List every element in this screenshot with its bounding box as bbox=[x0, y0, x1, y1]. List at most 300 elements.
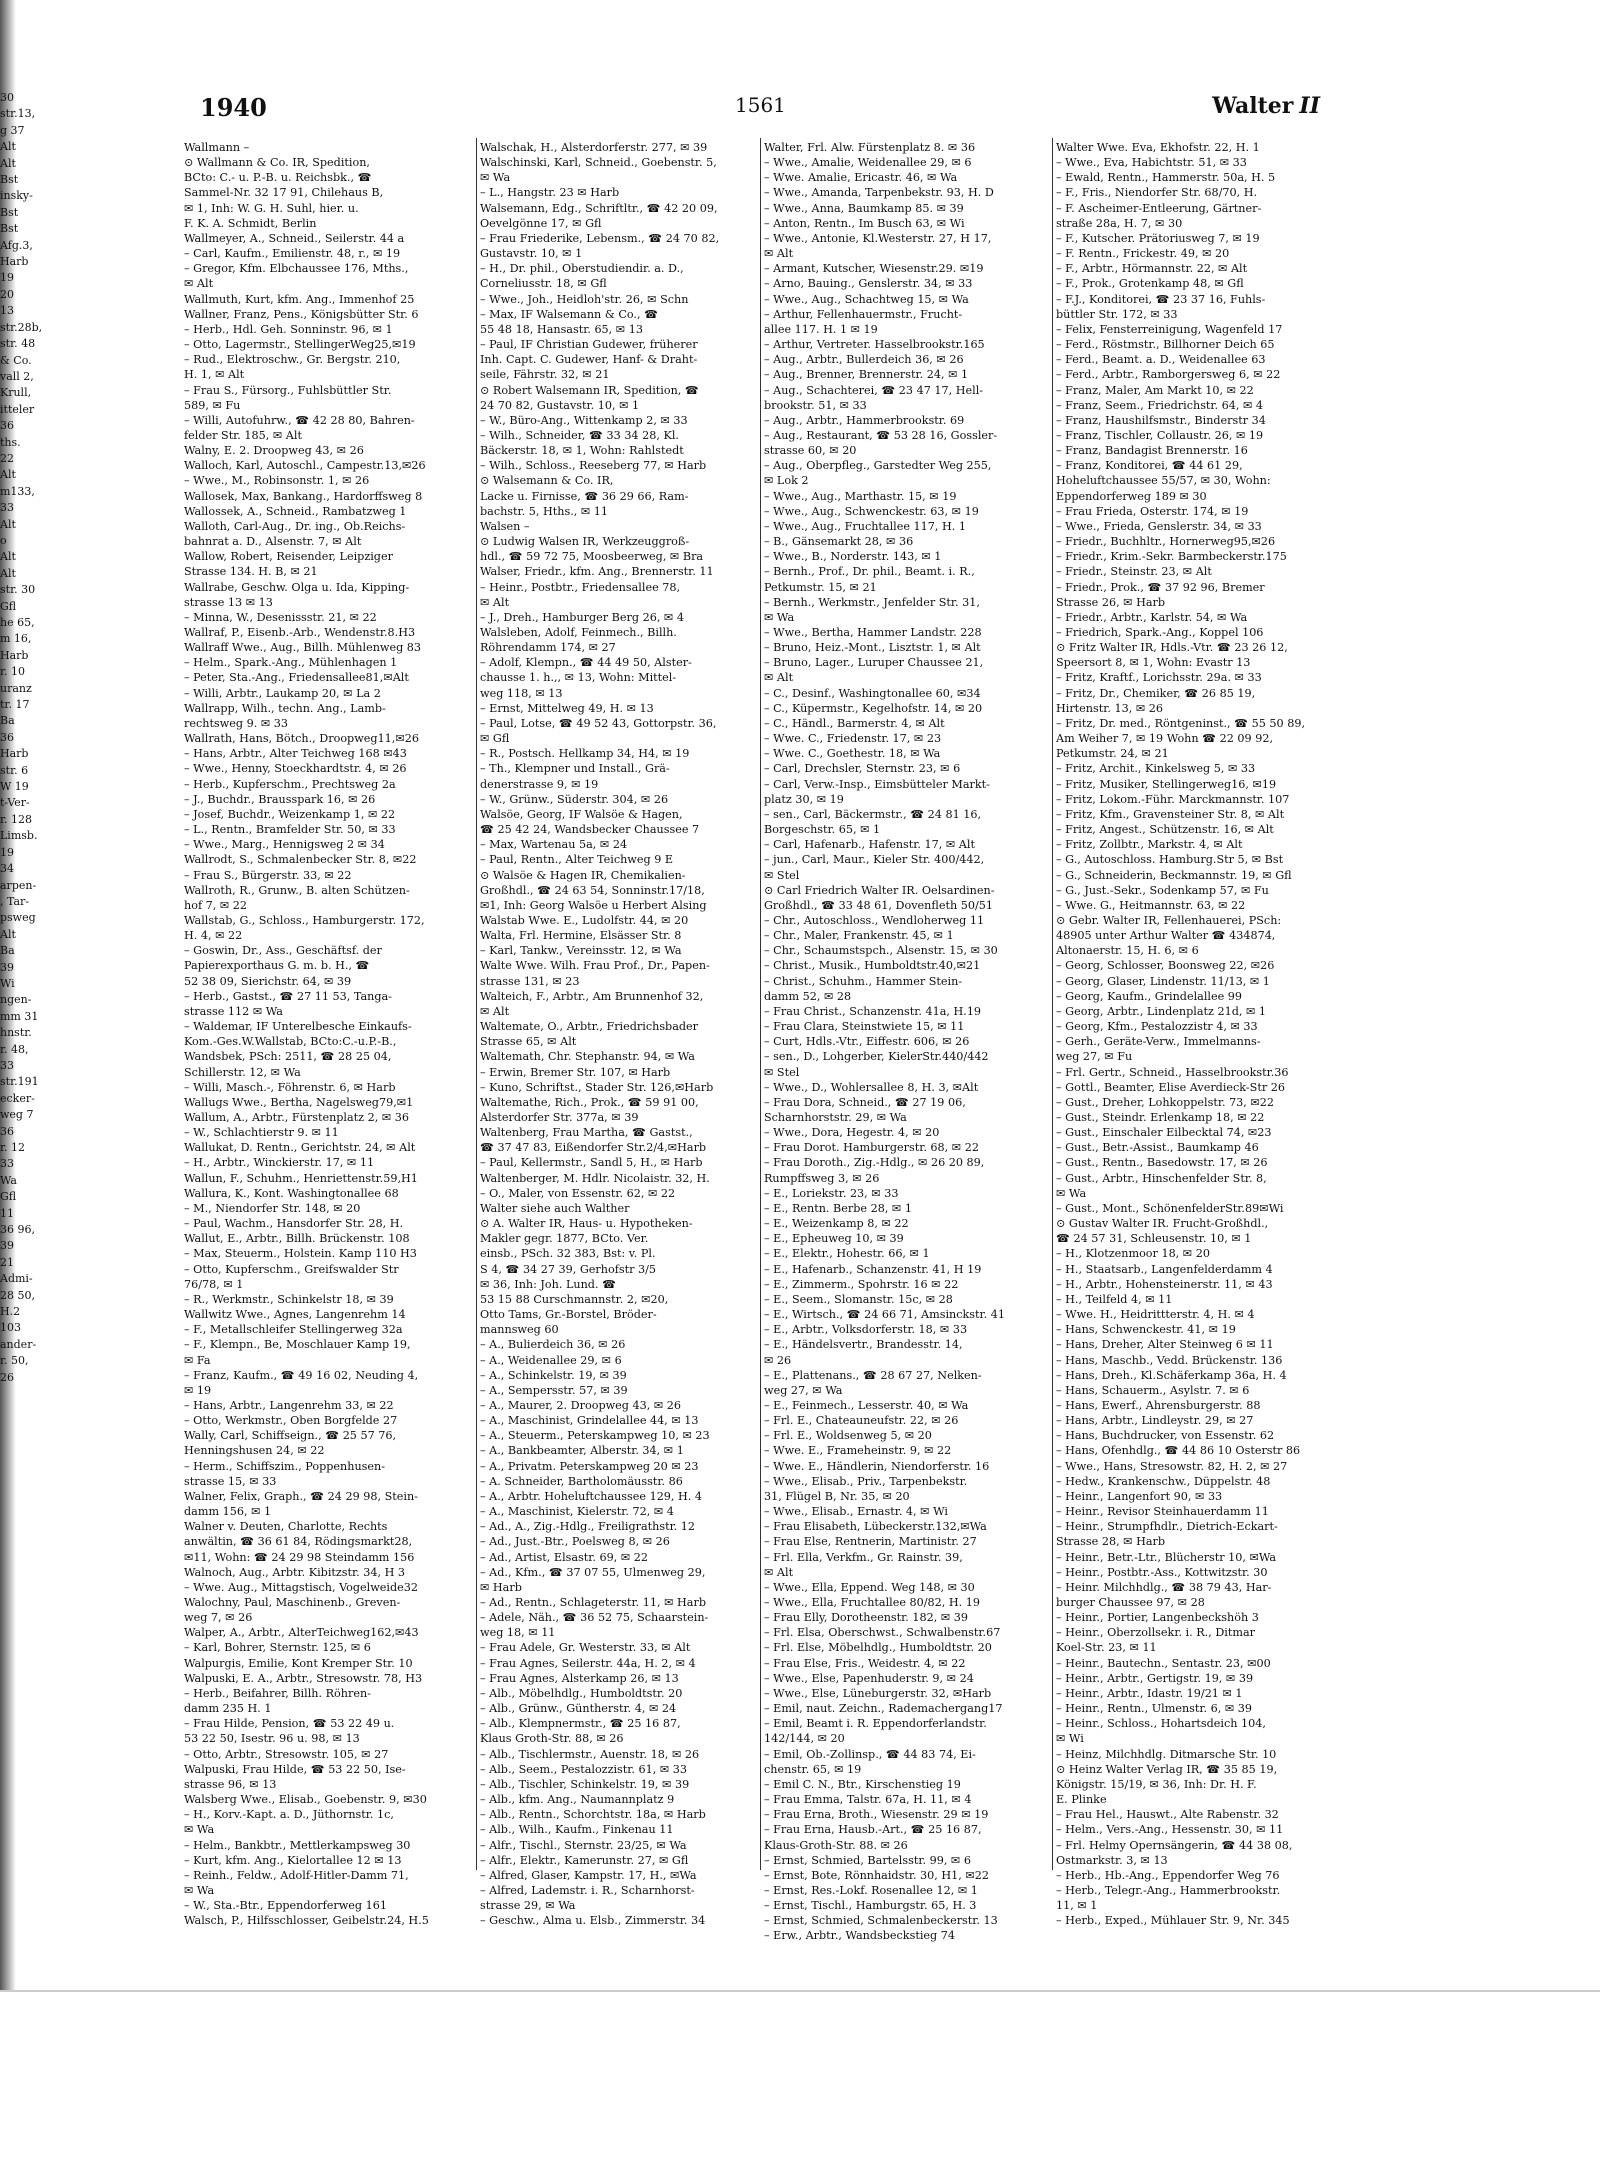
directory-entry-line: – Frau Elly, Dorotheenstr. 182, ✉ 39 bbox=[764, 1611, 968, 1625]
directory-entry-line: – F., Kutscher. Prätoriusweg 7, ✉ 19 bbox=[1056, 231, 1260, 245]
directory-entry-line: – Max, Steuerm., Holstein. Kamp 110 H3 bbox=[184, 1247, 417, 1261]
directory-entry-line: – H., Teilfeld 4, ✉ 11 bbox=[1056, 1292, 1173, 1306]
directory-entry-line: – Christ., Musik., Humboldtstr.40,✉21 bbox=[764, 959, 981, 973]
directory-entry-line: – Heinr., Arbtr., Gertigstr. 19, ✉ 39 bbox=[1056, 1671, 1254, 1685]
directory-entry-line: – Gust., Arbtr., Hinschenfelder Str. 8, bbox=[1056, 1171, 1267, 1185]
directory-entry-line: – Frau S., Fürsorg., Fuhlsbüttler Str. bbox=[184, 383, 392, 397]
directory-entry-line: Wallut, E., Arbtr., Billh. Brückenstr. 108 bbox=[184, 1232, 410, 1246]
directory-entry-line: – C., Küpermstr., Kegelhofstr. 14, ✉ 20 bbox=[764, 701, 983, 715]
directory-entry-line: Walner, Felix, Graph., ☎ 24 29 98, Stein- bbox=[184, 1489, 418, 1503]
directory-entry-line: Walloth, Carl-Aug., Dr. ing., Ob.Reichs- bbox=[184, 519, 406, 533]
directory-entry-line: – Josef, Buchdr., Weizenkamp 1, ✉ 22 bbox=[184, 807, 396, 821]
directory-entry-line: Waltenberger, M. Hdlr. Nicolaistr. 32, H. bbox=[480, 1171, 710, 1185]
directory-entry-line: ✉ Alt bbox=[480, 595, 510, 609]
directory-entry-line: – H., Arbtr., Hohensteinerstr. 11, ✉ 43 bbox=[1056, 1277, 1273, 1291]
directory-entry-line: ✉ Alt bbox=[764, 1565, 794, 1579]
directory-entry-line: chenstr. 65, ✉ 19 bbox=[764, 1762, 862, 1776]
directory-entry-line: – E., Wirtsch., ☎ 24 66 71, Amsinckstr. 41 bbox=[764, 1308, 1005, 1322]
directory-entry-line: – G., Autoschloss. Hamburg.Str 5, ✉ Bst bbox=[1056, 853, 1284, 867]
directory-entry-line: – Frau Erna, Broth., Wiesenstr. 29 ✉ 19 bbox=[764, 1808, 989, 1822]
directory-entry-line: ✉ Gfl bbox=[480, 732, 510, 746]
directory-entry-line: – C., Händl., Barmerstr. 4, ✉ Alt bbox=[764, 716, 945, 730]
directory-entry-line: Alsterdorfer Str. 377a, ✉ 39 bbox=[480, 1111, 639, 1124]
previous-page-fragment-line: psweg bbox=[0, 911, 36, 925]
previous-page-fragment-line: str.191 bbox=[0, 1075, 39, 1089]
directory-entry-line: – E., Seem., Slomanstr. 15c, ✉ 28 bbox=[764, 1292, 953, 1306]
directory-entry-line: Wallstab, G., Schloss., Hamburgerstr. 172, bbox=[184, 913, 425, 927]
directory-entry-line: – L., Rentn., Bramfelder Str. 50, ✉ 33 bbox=[184, 823, 396, 837]
directory-entry-line: – Wwe., Aug., Fruchtallee 117, H. 1 bbox=[764, 519, 966, 533]
previous-page-fragment-line: Harb bbox=[0, 747, 29, 761]
directory-entry-line: – A., Maurer, 2. Droopweg 43, ✉ 26 bbox=[480, 1398, 682, 1412]
directory-entry-line: – E., Weizenkamp 8, ✉ 22 bbox=[764, 1217, 909, 1231]
directory-entry-line: ☎ 25 42 24, Wandsbecker Chaussee 7 bbox=[480, 823, 700, 837]
directory-entry-line: – Alb., Wilh., Kaufm., Finkenau 11 bbox=[480, 1823, 674, 1837]
directory-entry-line: – Hans, Schwenckestr. 41, ✉ 19 bbox=[1056, 1323, 1236, 1337]
directory-entry-line: – Arno, Bauing., Genslerstr. 34, ✉ 33 bbox=[764, 277, 973, 291]
previous-page-fragment-line: o bbox=[0, 533, 7, 547]
previous-page-fragment-line: Alt bbox=[0, 468, 16, 482]
directory-entry-line: – Ewald, Rentn., Hammerstr. 50a, H. 5 bbox=[1056, 171, 1276, 185]
directory-entry-line: Walser, Friedr., kfm. Ang., Brennerstr. 11 bbox=[480, 565, 714, 579]
directory-entry-line: ☎ 37 47 83, Eißendorfer Str.2/4,✉Harb bbox=[480, 1141, 707, 1155]
directory-entry-line: ✉ Alt bbox=[184, 277, 214, 291]
directory-entry-line: – Frau Elisabeth, Lübeckerstr.132,✉Wa bbox=[764, 1520, 987, 1534]
directory-entry-line: – Wwe. C., Friedenstr. 17, ✉ 23 bbox=[764, 732, 942, 746]
directory-entry-line: ✉ 19 bbox=[184, 1383, 212, 1397]
directory-entry-line: – Franz, Bandagist Brennerstr. 16 bbox=[1056, 444, 1248, 458]
directory-entry-line: – A., Steuerm., Peterskampweg 10, ✉ 23 bbox=[480, 1429, 710, 1443]
directory-entry-line: – Frl. Gertr., Schneid., Hasselbrookstr.36 bbox=[1056, 1065, 1289, 1079]
directory-entry-line: – Friedr., Buchhltr., Hornerweg95,✉26 bbox=[1056, 535, 1276, 549]
directory-entry-line: – Heinr., Betr.-Ltr., Blücherstr 10, ✉Wa bbox=[1056, 1550, 1277, 1564]
directory-entry-line: – Aug., Restaurant, ☎ 53 28 16, Gossler- bbox=[764, 428, 998, 442]
directory-entry-line: – E., Zimmerm., Spohrstr. 16 ✉ 22 bbox=[764, 1277, 959, 1291]
directory-entry-line: – Frau Else, Rentnerin, Martinistr. 27 bbox=[764, 1535, 977, 1549]
directory-entry-line: – Georg, Kaufm., Grindelallee 99 bbox=[1056, 989, 1243, 1003]
directory-entry-line: – F., Klempn., Be, Moschlauer Kamp 19, bbox=[184, 1338, 411, 1352]
directory-entry-line: – Fritz, Lokom.-Führ. Marckmannstr. 107 bbox=[1056, 792, 1290, 806]
directory-entry-line: – Ad., Rentn., Schlageterstr. 11, ✉ Harb bbox=[480, 1596, 706, 1609]
directory-entry-line: – F. Rentn., Frickestr. 49, ✉ 20 bbox=[1056, 247, 1230, 261]
directory-entry-line: Wallukat, D. Rentn., Gerichtstr. 24, ✉ Alt bbox=[184, 1141, 416, 1155]
directory-entry-line: – Wwe., Else, Lüneburgerstr. 32, ✉Harb bbox=[764, 1686, 992, 1700]
directory-entry-line: – Herb., Exped., Mühlauer Str. 9, Nr. 345 bbox=[1056, 1914, 1290, 1928]
directory-entry-line: – Heinr., Arbtr., Idastr. 19/21 ✉ 1 bbox=[1056, 1686, 1243, 1700]
previous-page-fragment-line: 33 bbox=[0, 1058, 14, 1072]
directory-entry-line: – F., Arbtr., Hörmannstr. 22, ✉ Alt bbox=[1056, 262, 1248, 276]
directory-entry-line: – Heinr., Rentn., Ulmenstr. 6, ✉ 39 bbox=[1056, 1702, 1253, 1716]
directory-entry-line: bahnrat a. D., Alsenstr. 7, ✉ Alt bbox=[184, 535, 362, 549]
directory-entry-line: seile, Fährstr. 32, ✉ 21 bbox=[480, 368, 610, 382]
directory-entry-line: Wallosek, Max, Bankang., Hardorffsweg 8 bbox=[184, 489, 423, 503]
directory-entry-line: straße 28a, H. 7, ✉ 30 bbox=[1056, 216, 1183, 230]
directory-entry-line: – Ernst, Tischl., Hamburgstr. 65, H. 3 bbox=[764, 1899, 977, 1913]
previous-page-fragment-line: Alt bbox=[0, 566, 16, 580]
previous-page-fragment-line: m133, bbox=[0, 484, 35, 498]
directory-entry-line: Walschinski, Karl, Schneid., Goebenstr. 5, bbox=[480, 156, 717, 170]
directory-entry-line: – Bernh., Werkmstr., Jenfelder Str. 31, bbox=[764, 595, 980, 609]
directory-entry-line: – Heinr., Oberzollsekr. i. R., Ditmar bbox=[1056, 1626, 1256, 1640]
directory-entry-line: – Frau Hilde, Pension, ☎ 53 22 49 u. bbox=[184, 1717, 395, 1731]
directory-entry-line: – Helm., Bankbtr., Mettlerkampsweg 30 bbox=[184, 1838, 411, 1852]
directory-entry-line: – Hans, Arbtr., Lindleystr. 29, ✉ 27 bbox=[1056, 1414, 1254, 1428]
directory-entry-line: – Herb., Hdl. Geh. Sonninstr. 96, ✉ 1 bbox=[184, 322, 393, 336]
directory-entry-line: – Frau Dora, Schneid., ☎ 27 19 06, bbox=[764, 1095, 966, 1109]
directory-entry-line: – Gust., Mont., SchönenfelderStr.89✉Wi bbox=[1056, 1201, 1284, 1215]
directory-entry-line: – A., Maschinist, Grindelallee 44, ✉ 13 bbox=[480, 1414, 699, 1428]
directory-entry-line: strasse 60, ✉ 20 bbox=[764, 444, 857, 458]
directory-entry-line: F. K. A. Schmidt, Berlin bbox=[184, 216, 317, 230]
column-rule bbox=[476, 138, 477, 1870]
directory-entry-line: rechtsweg 9. ✉ 33 bbox=[184, 716, 288, 730]
directory-entry-line: ✉ Stel bbox=[764, 1065, 800, 1079]
directory-entry-line: 142/144, ✉ 20 bbox=[764, 1732, 845, 1746]
directory-entry-line: – Paul, IF Christian Gudewer, früherer bbox=[480, 338, 698, 352]
directory-entry-line: ✉ 26 bbox=[764, 1353, 792, 1367]
directory-entry-line: bachstr. 5, Hths., ✉ 11 bbox=[480, 504, 609, 518]
previous-page-fragment-line: 33 bbox=[0, 1157, 14, 1171]
directory-entry-line: – Wwe., Marg., Hennigsweg 2 ✉ 34 bbox=[184, 838, 385, 852]
previous-page-fragment-line: str.28b, bbox=[0, 320, 43, 334]
header-page-number: 1561 bbox=[735, 93, 786, 117]
previous-page-fragment-line: hnstr. bbox=[0, 1026, 32, 1040]
directory-entry-line: – Felix, Fensterreinigung, Wagenfeld 17 bbox=[1056, 322, 1283, 336]
previous-page-fragment-line: W 19 bbox=[0, 780, 29, 794]
previous-page-fragment-line: str. 48 bbox=[0, 337, 36, 351]
directory-entry-line: denerstrasse 9, ✉ 19 bbox=[480, 777, 599, 791]
directory-entry-line: 48905 unter Arthur Walter ☎ 434874, bbox=[1056, 929, 1276, 943]
directory-entry-line: – Bruno, Lager., Luruper Chaussee 21, bbox=[764, 656, 984, 670]
directory-entry-line: – Hans, Maschb., Vedd. Brückenstr. 136 bbox=[1056, 1353, 1283, 1367]
directory-entry-line: – Hans, Schauerm., Asylstr. 7. ✉ 6 bbox=[1056, 1383, 1250, 1397]
directory-entry-line: – Heinr., Schloss., Hohartsdeich 104, bbox=[1056, 1717, 1266, 1731]
directory-entry-line: Petkumstr. 15, ✉ 21 bbox=[764, 580, 877, 594]
directory-entry-line: Inh. Capt. C. Gudewer, Hanf- & Draht- bbox=[480, 353, 698, 367]
directory-entry-line: – Willi, Arbtr., Laukamp 20, ✉ La 2 bbox=[184, 686, 381, 700]
directory-entry-line: – Herm., Schiffszim., Poppenhusen- bbox=[184, 1459, 386, 1473]
previous-page-fragment-line: he 65, bbox=[0, 616, 35, 629]
directory-entry-line: 55 48 18, Hansastr. 65, ✉ 13 bbox=[480, 322, 643, 336]
directory-entry-line: – Erw., Arbtr., Wandsbeckstieg 74 bbox=[764, 1929, 955, 1943]
previous-page-fragment-line: 36 bbox=[0, 419, 14, 433]
previous-page-fragment-line: 21 bbox=[0, 1255, 14, 1269]
directory-entry-line: ✉ Wa bbox=[184, 1883, 215, 1897]
previous-page-fragment-line: Gfl bbox=[0, 1190, 17, 1204]
directory-entry-line: – Georg, Glaser, Lindenstr. 11/13, ✉ 1 bbox=[1056, 974, 1270, 988]
directory-entry-line: – Aug., Oberpfleg., Garstedter Weg 255, bbox=[764, 459, 992, 473]
directory-entry-line: – Wwe., Antonie, Kl.Westerstr. 27, H 17, bbox=[764, 231, 992, 245]
directory-entry-line: – Wwe., Henny, Stoeckhardtstr. 4, ✉ 26 bbox=[184, 762, 407, 776]
directory-entry-line: – Hans, Dreher, Alter Steinweg 6 ✉ 11 bbox=[1056, 1338, 1274, 1352]
directory-entry-line: – Herb., Hb.-Ang., Eppendorfer Weg 76 bbox=[1056, 1868, 1280, 1882]
previous-page-fragment-line: Wa bbox=[0, 1173, 17, 1187]
directory-entry-line: brookstr. 51, ✉ 33 bbox=[764, 398, 867, 412]
directory-entry-line: – Alb., Tischler, Schinkelstr. 19, ✉ 39 bbox=[480, 1777, 690, 1791]
directory-entry-line: – Bernh., Prof., Dr. phil., Beamt. i. R., bbox=[764, 565, 975, 579]
directory-entry-line: damm 235 H. 1 bbox=[184, 1702, 272, 1716]
directory-entry-line: Waltemathe, Rich., Prok., ☎ 59 91 00, bbox=[480, 1095, 699, 1109]
directory-entry-line: – W., Schlachtierstr 9. ✉ 11 bbox=[184, 1126, 339, 1140]
directory-entry-line: – Wwe., Elisab., Priv., Tarpenbekstr. bbox=[764, 1474, 968, 1488]
directory-entry-line: – Reinh., Feldw., Adolf-Hitler-Damm 71, bbox=[184, 1868, 409, 1882]
previous-page-fragment-line: ngen- bbox=[0, 993, 32, 1007]
directory-entry-line: – Fritz, Musiker, Stellingerweg16, ✉19 bbox=[1056, 777, 1277, 791]
directory-entry-line: ✉ Wa bbox=[764, 610, 795, 624]
directory-entry-line: Klaus Groth-Str. 88, ✉ 26 bbox=[480, 1732, 624, 1746]
directory-entry-line: – Wwe., Elisab., Ernastr. 4, ✉ Wi bbox=[764, 1505, 948, 1519]
directory-entry-line: Henningshusen 24, ✉ 22 bbox=[184, 1444, 325, 1458]
directory-entry-line: ✉ Wi bbox=[1056, 1732, 1084, 1746]
directory-entry-line: – Heinr., Portier, Langenbeckshöh 3 bbox=[1056, 1611, 1259, 1625]
directory-entry-line: – Wwe., Amanda, Tarpenbekstr. 93, H. D bbox=[764, 186, 994, 200]
directory-entry-line: Wallmuth, Kurt, kfm. Ang., Immenhof 25 bbox=[184, 292, 415, 306]
directory-entry-line: – Gust., Steindr. Erlenkamp 18, ✉ 22 bbox=[1056, 1111, 1265, 1124]
directory-entry-line: – Friedr., Steinstr. 23, ✉ Alt bbox=[1056, 565, 1212, 579]
directory-entry-line: – Alb., Klempnermstr., ☎ 25 16 87, bbox=[480, 1717, 681, 1731]
directory-entry-line: Walsch, P., Hilfsschlosser, Geibelstr.24, H.5 bbox=[184, 1914, 429, 1928]
directory-entry-line: Kom.-Ges.W.Wallstab, BCto:C.-u.P.-B., bbox=[184, 1035, 397, 1049]
directory-entry-line: Strasse 26, ✉ Harb bbox=[1056, 595, 1166, 609]
directory-entry-line: – Friedr., Prok., ☎ 37 92 96, Bremer bbox=[1056, 580, 1265, 594]
previous-page-fragment-line: 36 96, bbox=[0, 1223, 35, 1237]
directory-entry-line: Wallrapp, Wilh., techn. Ang., Lamb- bbox=[184, 701, 386, 715]
directory-entry-line: – Frau Erna, Hausb.-Art., ☎ 25 16 87, bbox=[764, 1823, 982, 1837]
directory-entry-line: – Otto, Arbtr., Stresowstr. 105, ✉ 27 bbox=[184, 1747, 389, 1761]
page-header bbox=[190, 93, 1320, 127]
directory-entry-line: – Frau Clara, Steinstwiete 15, ✉ 11 bbox=[764, 1020, 965, 1034]
directory-entry-line: – Erwin, Bremer Str. 107, ✉ Harb bbox=[480, 1065, 671, 1079]
directory-entry-line: – Heinr., Postbtr., Friedensallee 78, bbox=[480, 580, 681, 594]
directory-entry-line: – Wwe. Amalie, Ericastr. 46, ✉ Wa bbox=[764, 171, 958, 185]
directory-entry-line: – O., Maler, von Essenstr. 62, ✉ 22 bbox=[480, 1186, 676, 1200]
directory-entry-line: – Wwe. E., Händlerin, Niendorferstr. 16 bbox=[764, 1459, 990, 1473]
directory-entry-line: – Herb., Telegr.-Ang., Hammerbrookstr. bbox=[1056, 1883, 1281, 1897]
directory-entry-line: S 4, ☎ 34 27 39, Gerhofstr 3/5 bbox=[480, 1262, 657, 1276]
column-rule bbox=[760, 138, 761, 1870]
directory-entry-line: – Alb., Grünw., Güntherstr. 4, ✉ 24 bbox=[480, 1702, 677, 1716]
directory-entry-line: ⊙ A. Walter IR, Haus- u. Hypotheken- bbox=[480, 1217, 693, 1231]
previous-page-fragment-line: ecker- bbox=[0, 1091, 35, 1105]
directory-entry-line: – Ad., Just.-Btr., Poelsweg 8, ✉ 26 bbox=[480, 1535, 670, 1549]
directory-column-3 bbox=[764, 140, 1050, 1943]
previous-page-fragment bbox=[0, 90, 44, 1890]
directory-entry-line: – Gust., Einschaler Eilbecktal 74, ✉23 bbox=[1056, 1126, 1272, 1140]
directory-entry-line: – Arthur, Vertreter. Hasselbrookstr.165 bbox=[764, 338, 985, 352]
directory-entry-line: Walpuski, E. A., Arbtr., Stresowstr. 78, H3 bbox=[184, 1671, 423, 1685]
directory-entry-line: ⊙ Carl Friedrich Walter IR. Oelsardinen- bbox=[764, 883, 995, 897]
directory-entry-line: – Ad., Kfm., ☎ 37 07 55, Ulmenweg 29, bbox=[480, 1565, 706, 1579]
previous-page-fragment-line: Alt bbox=[0, 550, 16, 564]
directory-entry-line: strasse 13 ✉ 13 bbox=[184, 595, 273, 609]
previous-page-fragment-line: & Co. bbox=[0, 353, 32, 367]
directory-entry-line: ⊙ Gebr. Walter IR, Fellenhauerei, PSch: bbox=[1056, 913, 1282, 927]
previous-page-fragment-line: r. 48, bbox=[0, 1042, 29, 1056]
directory-entry-line: – A., Weidenallee 29, ✉ 6 bbox=[480, 1353, 622, 1367]
directory-entry-line: burger Chaussee 97, ✉ 28 bbox=[1056, 1596, 1205, 1609]
directory-entry-line: E. Plinke bbox=[1056, 1793, 1107, 1807]
previous-page-fragment-line: g 37 bbox=[0, 123, 25, 137]
directory-entry-line: – H., Staatsarb., Langenfelderdamm 4 bbox=[1056, 1262, 1273, 1276]
directory-entry-line: – Frl. E., Woldsenweg 5, ✉ 20 bbox=[764, 1429, 932, 1443]
directory-entry-line: – sen., Carl, Bäckermstr., ☎ 24 81 16, bbox=[764, 807, 982, 821]
directory-entry-line: – Wwe., Ella, Eppend. Weg 148, ✉ 30 bbox=[764, 1580, 975, 1594]
directory-entry-line: – G., Just.-Sekr., Sodenkamp 57, ✉ Fu bbox=[1056, 883, 1269, 897]
directory-entry-line: Waltemate, O., Arbtr., Friedrichsbader bbox=[480, 1020, 699, 1034]
directory-entry-line: Eppendorferweg 189 ✉ 30 bbox=[1056, 489, 1207, 503]
directory-entry-line: – A., Bulierdeich 36, ✉ 26 bbox=[480, 1338, 626, 1352]
previous-page-fragment-line: tr. 17 bbox=[0, 698, 30, 712]
directory-entry-line: – W., Sta.-Btr., Eppendorferweg 161 bbox=[184, 1899, 387, 1913]
directory-entry-line: Corneliusstr. 18, ✉ Gfl bbox=[480, 277, 607, 291]
directory-entry-line: – Alfred, Glaser, Kampstr. 17, H., ✉Wa bbox=[480, 1868, 697, 1882]
directory-entry-line: – Herb., Kupferschm., Prechtsweg 2a bbox=[184, 777, 396, 791]
previous-page-fragment-line: 39 bbox=[0, 960, 14, 974]
directory-entry-line: Walstab Wwe. E., Ludolfstr. 44, ✉ 20 bbox=[480, 913, 689, 927]
directory-entry-line: 589, ✉ Fu bbox=[184, 398, 241, 412]
directory-entry-line: – G., Schneiderin, Beckmannstr. 19, ✉ Gfl bbox=[1056, 868, 1292, 882]
directory-entry-line: ⊙ Heinz Walter Verlag IR, ☎ 35 85 19, bbox=[1056, 1762, 1278, 1776]
directory-entry-line: – Alb., Seem., Pestalozzistr. 61, ✉ 33 bbox=[480, 1762, 688, 1776]
directory-entry-line: ✉ 36, Inh: Joh. Lund. ☎ bbox=[480, 1277, 617, 1291]
directory-entry-line: – Max, Wartenau 5a, ✉ 24 bbox=[480, 838, 628, 852]
directory-entry-line: – Gust., Rentn., Basedowstr. 17, ✉ 26 bbox=[1056, 1156, 1268, 1170]
directory-entry-line: strasse 131, ✉ 23 bbox=[480, 974, 580, 988]
directory-entry-line: – Minna, W., Desenissstr. 21, ✉ 22 bbox=[184, 610, 377, 624]
directory-entry-line: damm 156, ✉ 1 bbox=[184, 1505, 272, 1519]
directory-entry-line: Walter, Frl. Alw. Fürstenplatz 8. ✉ 36 bbox=[764, 141, 976, 154]
directory-entry-line: Königstr. 15/19, ✉ 36, Inh: Dr. H. F. bbox=[1056, 1777, 1257, 1791]
previous-page-fragment-line: Admi- bbox=[0, 1272, 33, 1286]
directory-entry-line: ✉ Wa bbox=[184, 1823, 215, 1837]
directory-entry-line: Großhdl., ☎ 33 48 61, Dovenfleth 50/51 bbox=[764, 898, 993, 912]
directory-entry-line: – Emil C. N., Btr., Kirschenstieg 19 bbox=[764, 1777, 961, 1791]
previous-page-fragment-line: ander- bbox=[0, 1337, 37, 1351]
directory-entry-line: – Friedrich, Spark.-Ang., Koppel 106 bbox=[1056, 626, 1264, 639]
directory-entry-line: – Franz, Tischler, Collaustr. 26, ✉ 19 bbox=[1056, 428, 1264, 442]
directory-entry-line: – Friedr., Arbtr., Karlstr. 54, ✉ Wa bbox=[1056, 610, 1248, 624]
directory-entry-line: – Franz, Seem., Friedrichstr. 64, ✉ 4 bbox=[1056, 398, 1264, 412]
directory-entry-line: – A., Privatm. Peterskampweg 20 ✉ 23 bbox=[480, 1459, 699, 1473]
directory-entry-line: – Karl, Tankw., Vereinsstr. 12, ✉ Wa bbox=[480, 944, 682, 958]
directory-entry-line: – Fritz, Kraftf., Lorichsstr. 29a. ✉ 33 bbox=[1056, 671, 1262, 685]
directory-entry-line: – J., Buchdr., Brausspark 16, ✉ 26 bbox=[184, 792, 376, 806]
directory-entry-line: – Aug., Schachterei, ☎ 23 47 17, Hell- bbox=[764, 383, 984, 397]
previous-page-fragment-line: ths. bbox=[0, 435, 21, 449]
directory-entry-line: – Frau Doroth., Zig.-Hdlg., ✉ 26 20 89, bbox=[764, 1156, 985, 1170]
directory-entry-line: – Wwe. G., Heitmannstr. 63, ✉ 22 bbox=[1056, 898, 1246, 912]
directory-entry-line: Oevelgönne 17, ✉ Gfl bbox=[480, 216, 602, 230]
directory-entry-line: – Frau Hel., Hauswt., Alte Rabenstr. 32 bbox=[1056, 1808, 1279, 1822]
previous-page-fragment-line: Krull, bbox=[0, 386, 32, 400]
directory-entry-line: Wallner, Franz, Pens., Königsbütter Str. 6 bbox=[184, 307, 419, 321]
directory-entry-line: ✉ Fa bbox=[184, 1353, 211, 1367]
directory-entry-line: – Wwe., Frieda, Genslerstr. 34, ✉ 33 bbox=[1056, 519, 1262, 533]
directory-entry-line: – Otto, Werkmstr., Oben Borgfelde 27 bbox=[184, 1414, 398, 1428]
directory-entry-line: Walner v. Deuten, Charlotte, Rechts bbox=[184, 1520, 388, 1534]
directory-entry-line: Bäckerstr. 18, ✉ 1, Wohn: Rahlstedt bbox=[480, 444, 684, 458]
directory-entry-line: Wallow, Robert, Reisender, Leipziger bbox=[184, 550, 393, 564]
directory-entry-line: – W., Büro-Ang., Wittenkamp 2, ✉ 33 bbox=[480, 413, 688, 427]
previous-page-fragment-line: 33 bbox=[0, 501, 14, 515]
previous-page-fragment-line: str. 30 bbox=[0, 583, 36, 597]
header-section bbox=[1212, 93, 1320, 119]
directory-entry-line: – Christ., Schuhm., Hammer Stein- bbox=[764, 974, 963, 988]
directory-entry-line: – Aug., Brenner, Brennerstr. 24, ✉ 1 bbox=[764, 368, 969, 382]
directory-entry-line: – H., Dr. phil., Oberstudiendir. a. D., bbox=[480, 262, 684, 276]
directory-entry-line: – Kuno, Schriftst., Stader Str. 126,✉Harb bbox=[480, 1080, 714, 1094]
directory-entry-line: – H., Klotzenmoor 18, ✉ 20 bbox=[1056, 1247, 1210, 1261]
directory-entry-line: – Alfr., Elektr., Kamerunstr. 27, ✉ Gfl bbox=[480, 1853, 689, 1867]
directory-entry-line: 76/78, ✉ 1 bbox=[184, 1277, 244, 1291]
directory-entry-line: – Fritz, Angest., Schützenstr. 16, ✉ Alt bbox=[1056, 823, 1274, 837]
previous-page-fragment-line: uranz bbox=[0, 681, 32, 695]
directory-entry-line: – A., Arbtr. Hoheluftchaussee 129, H. 4 bbox=[480, 1489, 703, 1503]
directory-column-4 bbox=[1056, 140, 1338, 1928]
directory-entry-line: – Frl. Helmy Opernsängerin, ☎ 44 38 08, bbox=[1056, 1838, 1293, 1852]
directory-entry-line: – Emil, Ob.-Zollinsp., ☎ 44 83 74, Ei- bbox=[764, 1747, 976, 1761]
directory-entry-line: Walter Wwe. Eva, Ekhofstr. 22, H. 1 bbox=[1056, 141, 1260, 154]
header-section-numeral: II bbox=[1299, 93, 1320, 119]
directory-entry-line: – E., Epheuweg 10, ✉ 39 bbox=[764, 1232, 904, 1246]
directory-entry-line: – Otto, Kupferschm., Greifswalder Str bbox=[184, 1262, 399, 1276]
previous-page-fragment-line: Limsb. bbox=[0, 829, 38, 843]
directory-entry-line: – Ferd., Röstmstr., Billhorner Deich 65 bbox=[1056, 338, 1275, 352]
directory-entry-line: Makler gegr. 1877, BCto. Ver. bbox=[480, 1232, 649, 1246]
directory-entry-line: – Geschw., Alma u. Elsb., Zimmerstr. 34 bbox=[480, 1914, 706, 1928]
directory-entry-line: ✉ Stel bbox=[764, 868, 800, 882]
directory-entry-line: – E., Plattenans., ☎ 28 67 27, Nelken- bbox=[764, 1368, 982, 1382]
directory-entry-line: – Wwe. C., Goethestr. 18, ✉ Wa bbox=[764, 747, 941, 761]
directory-entry-line: Klaus-Groth-Str. 88. ✉ 26 bbox=[764, 1838, 908, 1852]
directory-entry-line: – Willi, Masch.-, Föhrenstr. 6, ✉ Harb bbox=[184, 1080, 396, 1094]
directory-entry-line: Walsen – bbox=[480, 519, 530, 533]
directory-entry-line: Wallwitz Wwe., Agnes, Langenrehm 14 bbox=[184, 1308, 406, 1322]
directory-entry-line: Wallugs Wwe., Bertha, Nagelsweg79,✉1 bbox=[184, 1095, 414, 1109]
directory-entry-line: – E., Rentn. Berbe 28, ✉ 1 bbox=[764, 1201, 912, 1215]
directory-entry-line: – Paul, Kellermstr., Sandl 5, H., ✉ Harb bbox=[480, 1156, 703, 1170]
directory-entry-line: – Heinr., Strumpfhdlr., Dietrich-Eckart- bbox=[1056, 1520, 1278, 1534]
directory-entry-line: – Ernst, Res.-Lokf. Rosenallee 12, ✉ 1 bbox=[764, 1883, 978, 1897]
directory-entry-line: Walper, A., Arbtr., AlterTeichweg162,✉43 bbox=[184, 1626, 419, 1640]
directory-entry-line: ⊙ Walsemann & Co. IR, bbox=[480, 474, 614, 488]
directory-entry-line: – Frau Christ., Schanzenstr. 41a, H.19 bbox=[764, 1004, 982, 1018]
previous-page-fragment-line: Alt bbox=[0, 517, 16, 531]
previous-page-fragment-line: m 16, bbox=[0, 632, 32, 646]
directory-entry-line: – Arthur, Fellenhauermstr., Frucht- bbox=[764, 307, 963, 321]
directory-entry-line: Walte Wwe. Wilh. Frau Prof., Dr., Papen- bbox=[480, 959, 710, 973]
directory-entry-line: – Gregor, Kfm. Elbchaussee 176, Mths., bbox=[184, 262, 409, 276]
directory-entry-line: strasse 112 ✉ Wa bbox=[184, 1004, 283, 1018]
previous-page-fragment-line: 103 bbox=[0, 1321, 21, 1335]
previous-page-fragment-line: 11 bbox=[0, 1206, 14, 1220]
directory-entry-line: – Hans, Ofenhdlg., ☎ 44 86 10 Osterstr 86 bbox=[1056, 1444, 1301, 1458]
directory-entry-line: Otto Tams, Gr.-Borstel, Bröder- bbox=[480, 1308, 657, 1322]
directory-entry-line: – Carl, Hafenarb., Hafenstr. 17, ✉ Alt bbox=[764, 838, 975, 852]
directory-entry-line: Hoheluftchaussee 55/57, ✉ 30, Wohn: bbox=[1056, 474, 1271, 488]
directory-entry-line: – Frl. Ella, Verkfm., Gr. Rainstr. 39, bbox=[764, 1550, 963, 1564]
previous-page-fragment-line: str. 6 bbox=[0, 763, 29, 777]
directory-entry-line: – Paul, Rentn., Alter Teichweg 9 E bbox=[480, 853, 674, 867]
directory-entry-line: strasse 15, ✉ 33 bbox=[184, 1474, 277, 1488]
directory-entry-line: Walschak, H., Alsterdorferstr. 277, ✉ 39 bbox=[480, 141, 708, 154]
directory-entry-line: weg 118, ✉ 13 bbox=[480, 686, 563, 700]
directory-entry-line: – Wilh., Schneider, ☎ 33 34 28, Kl. bbox=[480, 428, 679, 442]
directory-entry-line: – Rud., Elektroschw., Gr. Bergstr. 210, bbox=[184, 353, 401, 367]
previous-page-fragment-line: Harb bbox=[0, 648, 29, 662]
directory-entry-line: – F. Ascheimer-Entleerung, Gärtner- bbox=[1056, 201, 1262, 215]
directory-entry-line: – Wwe., Eva, Habichtstr. 51, ✉ 33 bbox=[1056, 156, 1247, 170]
